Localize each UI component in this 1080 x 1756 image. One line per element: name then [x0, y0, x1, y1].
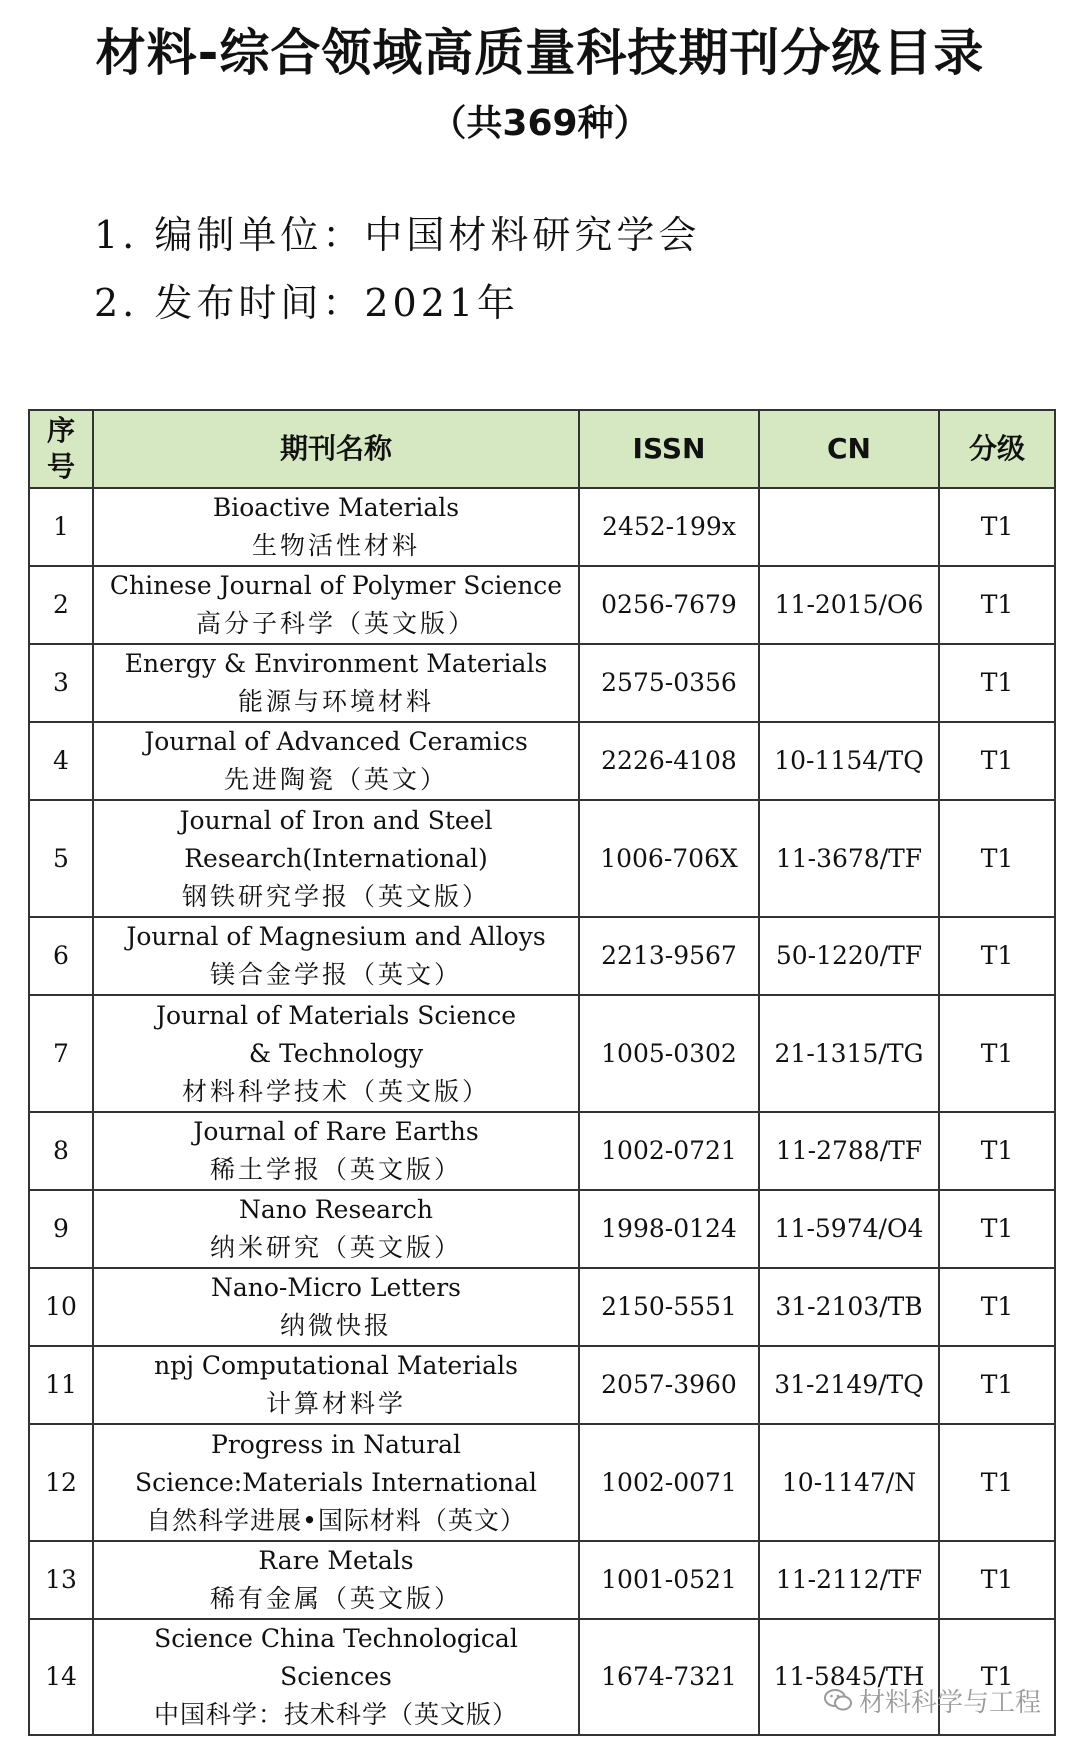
header-cn: CN [759, 410, 939, 488]
table-header-row [29, 410, 1055, 488]
journal-name-cell [93, 722, 579, 800]
row-index: 4 [29, 722, 93, 800]
table-row [29, 800, 1055, 917]
issn-cell: 1001-0521 [579, 1541, 759, 1619]
compiler-line: 1. 编制单位：中国材料研究学会 [94, 213, 701, 257]
journal-name-cell [93, 644, 579, 722]
issn-cell: 2057-3960 [579, 1346, 759, 1424]
journal-name-en: Journal of Materials Science & Technology [155, 1000, 517, 1068]
journal-name-zh: 纳米研究（英文版） [209, 1233, 462, 1262]
table-row [29, 566, 1055, 644]
issn-cell: 2150-5551 [579, 1268, 759, 1346]
grade-cell: T1 [939, 800, 1055, 917]
cn-cell: 31-2103/TB [759, 1268, 939, 1346]
journal-name-cell [93, 1190, 579, 1268]
watermark-text: 材料科学与工程 [859, 1688, 1042, 1718]
journal-name-cell [93, 566, 579, 644]
page-title: 材料-综合领域高质量科技期刊分级目录 [95, 24, 985, 82]
journal-name-cell [93, 1619, 579, 1735]
journal-name-en: Energy & Environment Materials [124, 649, 548, 678]
journal-name-cell [93, 1268, 579, 1346]
journal-name-zh: 材料科学技术（英文版） [181, 1076, 490, 1106]
journal-name-zh: 镁合金学报（英文） [209, 960, 462, 989]
grade-cell: T1 [939, 1268, 1055, 1346]
journal-name-en: Journal of Advanced Ceramics [144, 727, 528, 756]
table-row [29, 917, 1055, 995]
cn-cell: 11-5845/TH [759, 1619, 939, 1735]
row-index: 14 [29, 1619, 93, 1735]
row-index: 7 [29, 995, 93, 1112]
row-index: 3 [29, 644, 93, 722]
issn-cell: 1002-0721 [579, 1112, 759, 1190]
journal-name-zh: 自然科学进展•国际材料（英文） [146, 1505, 526, 1535]
header-grade: 分级 [939, 410, 1055, 488]
grade-cell: T1 [939, 1424, 1055, 1541]
grade-cell: T1 [939, 917, 1055, 995]
cn-cell: 11-5974/O4 [759, 1190, 939, 1268]
journal-name-en: Journal of Rare Earths [193, 1117, 479, 1146]
issn-cell: 1005-0302 [579, 995, 759, 1112]
cn-cell: 11-3678/TF [759, 800, 939, 917]
row-index: 2 [29, 566, 93, 644]
table-row [29, 644, 1055, 722]
issn-cell: 2452-199x [579, 488, 759, 566]
journal-name-cell [93, 488, 579, 566]
issn-cell: 0256-7679 [579, 566, 759, 644]
journal-name-cell [93, 1346, 579, 1424]
issn-cell: 2575-0356 [579, 644, 759, 722]
journal-name-zh: 能源与环境材料 [237, 687, 434, 716]
header-issn: ISSN [579, 410, 759, 488]
journal-name-zh: 稀土学报（英文版） [209, 1155, 462, 1184]
row-index: 6 [29, 917, 93, 995]
row-index: 1 [29, 488, 93, 566]
journal-name-en: npj Computational Materials [154, 1351, 518, 1380]
journal-name-en: Nano-Micro Letters [211, 1273, 461, 1302]
row-index: 13 [29, 1541, 93, 1619]
cn-cell: 50-1220/TF [759, 917, 939, 995]
journal-name-en: Science China Technological Sciences [154, 1624, 518, 1691]
table-row [29, 1112, 1055, 1190]
header-index: 序号 [29, 410, 93, 488]
cn-cell: 31-2149/TQ [759, 1346, 939, 1424]
grade-cell: T1 [939, 566, 1055, 644]
row-index: 11 [29, 1346, 93, 1424]
wechat-icon [823, 1687, 853, 1720]
journal-name-en: Rare Metals [258, 1546, 414, 1575]
journal-name-en: Journal of Iron and Steel Research(International) [179, 805, 493, 873]
grade-cell: T1 [939, 995, 1055, 1112]
grade-cell: T1 [939, 722, 1055, 800]
cn-cell: 21-1315/TG [759, 995, 939, 1112]
table-row [29, 1268, 1055, 1346]
issn-cell: 1002-0071 [579, 1424, 759, 1541]
issn-cell: 1998-0124 [579, 1190, 759, 1268]
table-row [29, 995, 1055, 1112]
row-index: 10 [29, 1268, 93, 1346]
page-subtitle: （共369种） [430, 103, 650, 144]
issn-cell: 1674-7321 [579, 1619, 759, 1735]
journal-name-zh: 纳微快报 [279, 1311, 392, 1340]
row-index: 9 [29, 1190, 93, 1268]
grade-cell: T1 [939, 644, 1055, 722]
issn-cell: 2226-4108 [579, 722, 759, 800]
journal-name-en: Journal of Magnesium and Alloys [126, 922, 546, 951]
issn-cell: 1006-706X [579, 800, 759, 917]
header-journal-name: 期刊名称 [93, 410, 579, 488]
journal-name-zh: 先进陶瓷（英文） [223, 765, 448, 794]
grade-cell: T1 [939, 1112, 1055, 1190]
journal-name-zh: 高分子科学（英文版） [195, 609, 476, 638]
journal-name-cell [93, 917, 579, 995]
journal-name-en: Bioactive Materials [212, 493, 460, 522]
journal-name-zh: 中国科学：技术科学（英文版） [153, 1700, 518, 1729]
wechat-watermark [823, 1682, 1041, 1720]
cn-cell: 10-1147/N [759, 1424, 939, 1541]
journal-name-en: Progress in Natural Science:Materials International [134, 1429, 538, 1497]
issn-cell: 2213-9567 [579, 917, 759, 995]
journal-name-cell [93, 995, 579, 1112]
row-index: 12 [29, 1424, 93, 1541]
journal-name-zh: 稀有金属（英文版） [209, 1584, 462, 1613]
table-row [29, 488, 1055, 566]
cn-cell [759, 488, 939, 566]
grade-cell: T1 [939, 1346, 1055, 1424]
release-date-line: 2. 发布时间：2021年 [94, 281, 520, 325]
table-row [29, 1541, 1055, 1619]
journal-name-cell [93, 1112, 579, 1190]
journal-name-en: Chinese Journal of Polymer Science [109, 571, 563, 600]
journal-name-zh: 计算材料学 [265, 1389, 406, 1418]
grade-cell: T1 [939, 1190, 1055, 1268]
journal-name-zh: 钢铁研究学报（英文版） [181, 881, 490, 911]
row-index: 5 [29, 800, 93, 917]
cn-cell: 11-2112/TF [759, 1541, 939, 1619]
journal-name-zh: 生物活性材料 [251, 531, 420, 560]
cn-cell: 10-1154/TQ [759, 722, 939, 800]
cn-cell: 11-2788/TF [759, 1112, 939, 1190]
cn-cell: 11-2015/O6 [759, 566, 939, 644]
journal-name-cell [93, 1424, 579, 1541]
table-row [29, 1424, 1055, 1541]
grade-cell: T1 [939, 1541, 1055, 1619]
journal-name-cell [93, 1541, 579, 1619]
cn-cell [759, 644, 939, 722]
table-row [29, 1346, 1055, 1424]
journal-name-cell [93, 800, 579, 917]
journal-name-en: Nano Research [238, 1195, 434, 1224]
grade-cell: T1 [939, 1619, 1055, 1735]
journal-catalog-table [28, 409, 1056, 1736]
table-row [29, 722, 1055, 800]
row-index: 8 [29, 1112, 93, 1190]
table-row [29, 1190, 1055, 1268]
grade-cell: T1 [939, 488, 1055, 566]
